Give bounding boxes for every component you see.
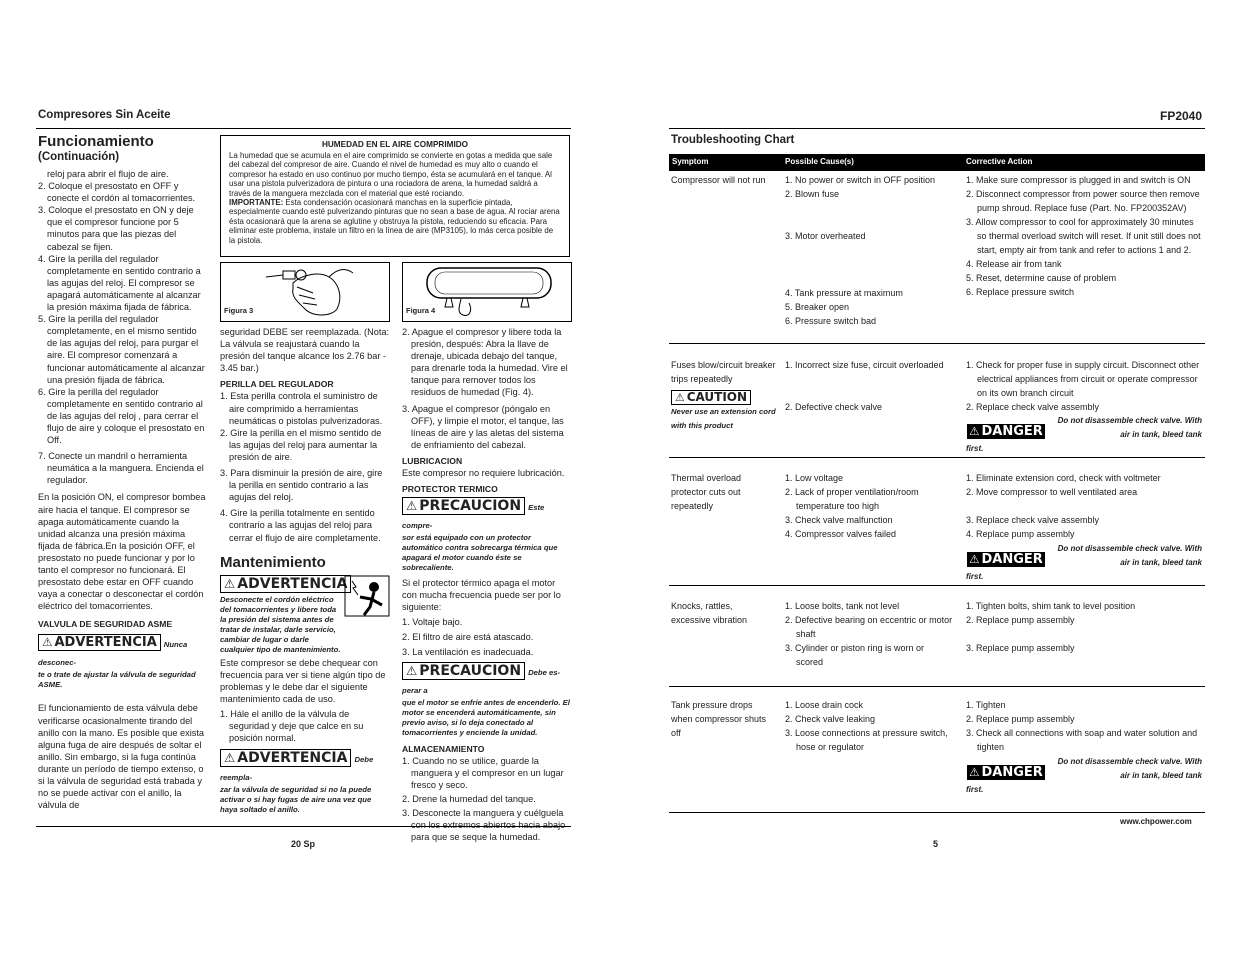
danger-text: Do not disassemble check valve. With air in tank, bleed tank [1057, 416, 1202, 439]
list-item: 4. Gire la perilla totalmente en sentido contrario a las agujas del reloj para cerrar el flujo de aire completamente. [220, 508, 381, 543]
warning-valve [220, 749, 390, 785]
box-title: HUMEDAD EN EL AIRE COMPRIMIDO [321, 140, 468, 149]
paragraph: Este compresor no requiere lubricación. [402, 468, 565, 479]
table-cell-cause: 1. No power or switch in OFF position 2. Blown fuse 3. Motor overheated 4. Tank pressure at maximum 5. Breaker open 6. Pressure switch bad [785, 175, 936, 326]
section-subtitle: (Continuación) [38, 151, 120, 163]
list-item: 2. Apague el compresor y libere toda la presión, después: Abra la llave de drenaje, ubicada debajo del tanque, para drenarle toda la humedad. Vire el tanque para remover todos los residuos de humedad (Fig. 4). [402, 327, 568, 398]
step-continuation: reloj para abrir el flujo de aire. [47, 169, 169, 179]
danger-badge: ⚠ DANGER [969, 424, 1043, 439]
warning-triangle-icon: ⚠ [224, 575, 236, 591]
header-rule [669, 128, 1205, 129]
warning-triangle-icon: ⚠ [675, 391, 685, 404]
caution-text: sor está equipado con un protector automático contra sobrecarga térmica que apagará el motor cuando éste se sobrecaliente. [402, 533, 558, 573]
figure-label: Figura 4 [406, 306, 436, 315]
row-divider [669, 457, 1205, 458]
caution-text: Debe es- perar a [402, 667, 561, 695]
row-divider [669, 686, 1205, 687]
chart-title: Troubleshooting Chart [671, 134, 795, 146]
table-cell-action: 1. Tighten bolts, shim tank to level position 2. Replace pump assembly 3. Replace pump assembly [966, 601, 1136, 653]
caution-text: Este compre- [402, 503, 545, 531]
list-item: 1. Esta perilla controla el suministro de aire comprimido a herramientas neumáticas o pistolas pulverizadoras. [220, 391, 383, 426]
list-item: 3. Para disminuir la presión de aire, gire la perilla en sentido contrario a las agujas del reloj. [220, 468, 383, 503]
website: www.chpower.com [1120, 817, 1192, 826]
caution-text: que el motor se enfríe antes de encenderlo. El motor se encenderá automáticamente, sin previo aviso, si lo deja conectado al tomacorrientes y enciende la unidad. [402, 697, 570, 737]
warning-text: zar la válvula de seguridad si no la puede activar o si hay fugas de aire una vez que haya soltado el anillo. [220, 785, 372, 815]
subheading: PROTECTOR TERMICO [402, 484, 498, 495]
warning-badge: ⚠ ADVERTENCIA [38, 634, 161, 651]
list-item: 4. Gire la perilla del regulador completamente en sentido contrario a las agujas del reloj. El compresor se apagará automáticamente al alcanzar la presión máxima fijada de fábrica. [38, 253, 201, 313]
list-item: 1. Hále el anillo de la válvula de seguridad y deje que calce en su posición normal. [220, 708, 364, 744]
box-important: IMPORTANTE: Esta condensación ocasionará manchas en la superficie pintada, especialmente cuando esté pulverizando pinturas que no sean a base de agua. Al rociar arena ésta ocasionará que la arena se aglutine y obstruya la pistola, reduciendo su eficacia. Para eliminar este problema, instale un filtro en la línea de aire (MP3105), lo más cerca posible de la pistola. [229, 198, 560, 245]
danger-badge: ⚠ DANGER [969, 552, 1043, 567]
table-cell-cause: 1. Low voltage 2. Lack of proper ventilation/room temperature too high 3. Check valve malfunction 4. Compressor valves failed [785, 473, 919, 539]
figure-label: Figura 3 [224, 306, 254, 315]
caution-thermal [402, 497, 572, 533]
list-item: 6. Gire la perilla del regulador completamente en sentido contrario al de las agujas del reloj , para cerrar el flujo de aire y coloque el presostato en Off. [38, 386, 205, 446]
subheading: VALVULA DE SEGURIDAD ASME [38, 619, 173, 630]
humidity-box [220, 135, 570, 257]
warning-maintenance [220, 575, 390, 657]
warning-triangle-icon: ⚠ [406, 662, 418, 678]
model-number: FP2040 [1160, 109, 1203, 123]
danger-text-first: first. [966, 785, 984, 794]
table-cell-symptom: Fuses blow/circuit breaker trips repeatedly ⚠ CAUTION Never use an extension cord with this product [671, 358, 781, 433]
subheading: PERILLA DEL REGULADOR [220, 379, 334, 390]
list-item: 2. Coloque el presostato en OFF y conecte el cordón al tomacorrientes. [38, 181, 196, 204]
column-header: Possible Cause(s) [785, 157, 854, 166]
caution-badge: ⚠ CAUTION [671, 390, 751, 405]
table-cell-cause: 1. Loose bolts, tank not level 2. Defective bearing on eccentric or motor shaft 3. Cylinder or piston ring is worn or scored [785, 601, 953, 667]
footer-rule [669, 812, 1205, 813]
warning-triangle-icon: ⚠ [969, 424, 980, 438]
list-item: 7. Conecte un mandril o herramienta neumática a la manguera. Encienda el regulador. [38, 451, 204, 486]
warning-triangle-icon: ⚠ [406, 498, 418, 514]
table-cell-action: 1. Tighten 2. Replace pump assembly 3. Check all connections with soap and water solution and tighten [966, 700, 1198, 752]
table-cell-symptom: Compressor will not run [671, 175, 766, 185]
warning-text: Debe reempla- [220, 755, 374, 783]
table-cell-symptom: Thermal overload protector cuts out repeatedly [671, 473, 742, 511]
warning-badge: ⚠ ADVERTENCIA [220, 575, 351, 593]
warning-triangle-icon: ⚠ [969, 552, 980, 566]
list-item: 1. Cuando no se utilice, guarde la manguera y el compresor en un lugar fresco y seco. [402, 755, 564, 791]
caution-text: Never use an extension cord with this product [671, 407, 776, 430]
list-item: 3. Coloque el presostato en ON y deje que el compresor funcione por 5 minutos para que las piezas del cabezal se fijen. [38, 205, 194, 252]
list-item: 2. El filtro de aire está atascado. [402, 631, 534, 642]
list-item: 3. Apague el compresor (póngalo en OFF), y limpie el motor, el tanque, las líneas de aire y las aletas del sistema de enfriamiento del cabezal. [402, 403, 564, 450]
header-rule [36, 128, 571, 129]
danger-text: Do not disassemble check valve. With air in tank, bleed tank [1057, 757, 1202, 780]
subheading: LUBRICACION [402, 455, 463, 466]
list-item: 2. Gire la perilla en el mismo sentido de las agujas del reloj para aumentar la presión de aire. [220, 427, 382, 462]
subheading: ALMACENAMIENTO [402, 743, 485, 754]
page-number: 5 [933, 839, 939, 849]
list-item: 2. Drene la humedad del tanque. [402, 794, 536, 805]
paragraph: El funcionamiento de esta válvula debe verificarse ocasionalmente tirando del anillo con la mano. Es posible que exista alguna fuga de aire después de soltar el anillo. Sin embargo, si la fuga continúa durante un período de tiempo extenso, o si la válvula de seguridad está trabada y no se puede activar con el anillo, la válvula de [38, 703, 204, 811]
running-header: Compresores Sin Aceite [38, 109, 171, 121]
column-header: Symptom [672, 157, 709, 166]
warning-triangle-icon: ⚠ [969, 765, 980, 779]
list-item: 3. La ventilación es inadecuada. [402, 646, 534, 657]
warning-text: Nunca desconec- [38, 640, 188, 668]
danger-badge: ⚠ DANGER [969, 765, 1043, 780]
caution-cool [402, 662, 572, 698]
footer-rule [36, 826, 571, 827]
table-cell-action: 1. Make sure compressor is plugged in and switch is ON 2. Disconnect compressor from power source then remove pump shroud. Replace fuse (Part. No. FP200352AV) 3. Allow compressor to cool for approximately 30 minutes so thermal overload switch will reset. If unit still does not start, empty air from tank and refer to actions 1 and 2. 4. Release air from tank 5. Reset, determine cause of problem 6. Replace pressure switch [966, 175, 1201, 297]
maintenance-title: Mantenimiento [220, 553, 326, 571]
box-body: La humedad que se acumula en el aire comprimido se convierte en gotas a medida que sale del cabezal del compresor de aire. Cuando el nivel de humedad es muy alto o cuando el compresor ha estado en uso continuo por mucho tiempo, ésta se acumulará en el tanque. Al usar una pistola pulverizadora de pintura o una rociadora de arena, la humedad saldrá a través de la manguera mezclada con el material que esté rociando. [229, 151, 553, 198]
warning-text: Desconecte el cordón eléctrico del tomacorrientes y libere toda la presión del sistema antes de tratar de instalar, darle servicio, cambiar de lugar o darle cualquier tipo de mantenimiento. [220, 594, 341, 654]
paragraph: seguridad DEBE ser reemplazada. (Nota: La válvula se reajustará cuando la presión del tanque alcance los 2.76 bar - 3.45 bar.) [220, 327, 390, 374]
column-header: Corrective Action [966, 157, 1033, 166]
table-cell-cause: 1. Loose drain cock 2. Check valve leaking 3. Loose connections at pressure switch, hose or regulator [785, 700, 948, 752]
paragraph: Si el protector térmico apaga el motor con mucha frecuencia puede ser por lo siguiente: [402, 578, 561, 613]
warning-badge: ⚠ ADVERTENCIA [220, 749, 351, 767]
table-cell-symptom: Tank pressure drops when compressor shuts off [671, 700, 767, 738]
caution-badge: ⚠ PRECAUCION [402, 662, 525, 680]
list-item: 1. Voltaje bajo. [402, 616, 463, 627]
row-divider [669, 343, 1205, 344]
danger-text-first: first. [966, 572, 984, 581]
warning-triangle-icon: ⚠ [224, 750, 236, 766]
danger-text-first: first. [966, 444, 984, 453]
figure-3 [220, 262, 390, 322]
table-cell-action: 1. Check for proper fuse in supply circuit. Disconnect other electrical appliances from circuit or operate compressor on its own branch circuit 2. Replace check valve assembly [966, 360, 1200, 412]
list-item: 5. Gire la perilla del regulador completamente, en el mismo sentido de las agujas del reloj, para purgar el aire. El compresor comenzará a funcionar automáticamente al alcanzar una presión fijada de fábrica. [38, 314, 205, 385]
row-divider [669, 585, 1205, 586]
warning-text: te o trate de ajustar la válvula de seguridad ASME. [38, 670, 196, 690]
list-item: 3. Desconecte la manguera y cuélguela con los extremos abiertos hacia abajo para que se seque la humedad. [402, 808, 566, 843]
section-title: Funcionamiento [38, 133, 154, 150]
table-cell-symptom: Knocks, rattles, excessive vibration [671, 601, 748, 625]
electric-shock-icon [344, 575, 390, 617]
paragraph: Este compresor se debe chequear con frecuencia para ver si tiene algún tipo de problemas y le debe dar el siguiente mantenimiento cada de uso. [220, 657, 386, 704]
paragraph: En la posición ON, el compresor bombea aire hacia el tanque. El compresor se apaga automáticamente cuando la unidad alcanza una presión máxima fijada de fábrica.En la posición OFF, el presostato no puede funcionar y por lo tanto el compresor no funcionará. El presostato debe estar en OFF cuando vaya a conectar o desconectar el cordón eléctrico del tomacorrientes. [38, 492, 206, 612]
warning-asme [38, 634, 208, 670]
page-number: 20 Sp [291, 839, 316, 849]
table-header [669, 154, 1205, 171]
table-cell-cause: 1. Incorrect size fuse, circuit overloaded 2. Defective check valve [785, 360, 944, 412]
figure-4 [402, 262, 572, 322]
caution-badge: ⚠ PRECAUCION [402, 497, 525, 515]
table-cell-action: 1. Eliminate extension cord, check with voltmeter 2. Move compressor to well ventilated area 3. Replace check valve assembly 4. Replace pump assembly [966, 473, 1161, 539]
danger-text: Do not disassemble check valve. With air in tank, bleed tank [1057, 544, 1202, 567]
warning-triangle-icon: ⚠ [42, 635, 53, 650]
